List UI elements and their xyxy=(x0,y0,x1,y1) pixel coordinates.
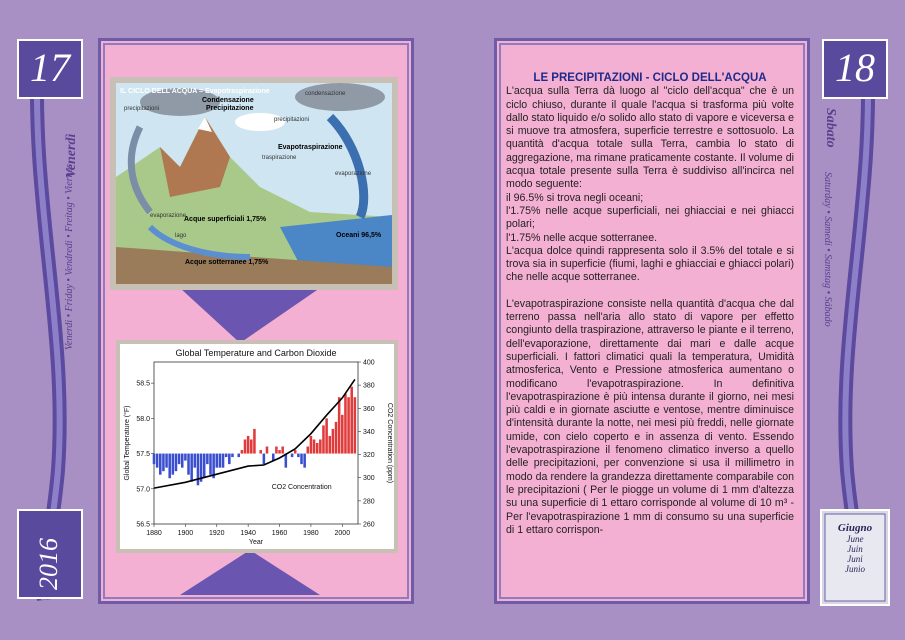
diagram-label-evaporazione-left: evaporazione xyxy=(150,213,187,219)
temperature-bar xyxy=(231,454,234,458)
diagram-label-evapotraspirazione: Evapotraspirazione xyxy=(278,144,343,151)
temperature-bar xyxy=(241,450,244,454)
y2-axis-label: CO2 Concentration (ppm) xyxy=(386,402,393,484)
temperature-bar xyxy=(297,454,300,458)
article-text xyxy=(506,72,794,537)
diagram-label-condensazione: Condensazione xyxy=(202,97,254,104)
month-translation: Junio xyxy=(845,564,865,574)
diagram-label-precipitazioni-mid: precipitazioni xyxy=(274,117,310,123)
article-paragraph: il 96.5% si trova negli oceani; xyxy=(506,191,644,204)
y-tick-label: 57.5 xyxy=(136,451,150,459)
temperature-bar xyxy=(313,439,316,453)
x-tick-label: 2000 xyxy=(334,530,351,537)
temperature-bar xyxy=(307,447,310,454)
temperature-bar xyxy=(281,447,284,454)
temperature-bar xyxy=(303,454,306,468)
right-day-number: 18 xyxy=(835,45,875,90)
temperature-bar xyxy=(197,454,200,486)
temperature-bar xyxy=(253,429,256,454)
temperature-bar xyxy=(225,454,228,458)
temperature-bar xyxy=(153,454,156,465)
y2-tick-label: 340 xyxy=(363,428,375,436)
temperature-bar xyxy=(219,454,222,468)
diagram-label-lago: lago xyxy=(175,233,187,239)
chart-title: Global Temperature and Carbon Dioxide xyxy=(175,348,337,358)
y2-tick-label: 280 xyxy=(363,498,375,506)
article-paragraph: L'acqua dolce quindi rappresenta solo il 3.5% del totale e si trova sia in superficie (fiumi, laghi e ghiacciai e ghiacci polari) che nelle acque sotterranee. xyxy=(506,244,794,284)
left-day-number: 17 xyxy=(30,45,70,90)
diagram-label-acque-sotterranee: Acque sotterranee 1,75% xyxy=(185,259,269,266)
temperature-bar xyxy=(209,454,212,475)
y2-tick-label: 400 xyxy=(363,359,375,367)
temperature-bar xyxy=(325,418,328,453)
temperature-bar xyxy=(203,454,206,479)
diagram-label-precipitazione: Precipitazione xyxy=(206,105,254,112)
temperature-bar xyxy=(344,394,347,454)
y-tick-label: 58.5 xyxy=(136,380,150,388)
temperature-bar xyxy=(259,450,262,454)
temperature-bar xyxy=(328,436,331,454)
article-paragraph: L'acqua sulla Terra dà luogo al "ciclo dell'acqua" che è un ciclo chiuso, durante il quale l'acqua si trasforma più volte dallo stato liquido e/o solido allo stato di vapore e viceversa e si muove tra atmosfera, superficie terrestre e sottosuolo. La quantità d'acqua totale sulla Terra, cambia lo stato di aggregazione, ma rimane praticamente costante. Il volume di acqua totale presente sulla Terra è suddiviso all'incirca nel modo seguente: xyxy=(506,85,794,191)
temperature-bar xyxy=(187,454,190,475)
temperature-bar xyxy=(190,454,193,482)
diagram-label-traspirazione: traspirazione xyxy=(262,155,297,161)
left-year: 2016 xyxy=(34,538,63,590)
temperature-bar xyxy=(181,454,184,468)
diagram-label-oceani: Oceani 96,5% xyxy=(336,232,382,239)
temperature-bar xyxy=(206,454,209,465)
right-day-names-other: Saturday • Samedi • Samstag • Sábado xyxy=(822,172,833,327)
temperature-bar xyxy=(275,447,278,454)
temperature-bar xyxy=(294,450,297,454)
temperature-bar xyxy=(178,454,181,465)
temperature-bar xyxy=(175,454,178,472)
y-tick-label: 57.0 xyxy=(136,486,150,494)
co2-line-label: CO2 Concentration xyxy=(271,483,332,491)
temperature-bar xyxy=(332,429,335,454)
temperature-bar xyxy=(347,397,350,453)
x-tick-label: 1920 xyxy=(208,530,225,537)
x-axis-label: Year xyxy=(248,539,264,546)
temperature-bar xyxy=(165,454,168,468)
y2-tick-label: 260 xyxy=(363,521,375,529)
left-day-names-other: Venerdi • Friday • Vendredi • Freitag • Viernes xyxy=(64,163,75,350)
temperature-bar xyxy=(341,415,344,454)
temperature-bar xyxy=(338,397,341,453)
month-name: Giugno xyxy=(837,522,873,534)
y-tick-label: 58.0 xyxy=(136,415,150,423)
article-paragraph: l'1.75% nelle acque sotterranee. xyxy=(506,231,658,244)
temperature-bar xyxy=(194,454,197,468)
temperature-bar xyxy=(335,422,338,454)
diagram-label-acque-superficiali: Acque superficiali 1,75% xyxy=(184,216,267,223)
temperature-bar xyxy=(319,439,322,453)
temperature-bar xyxy=(322,425,325,453)
x-tick-label: 1960 xyxy=(271,530,288,537)
y2-tick-label: 360 xyxy=(363,405,375,413)
article-title: LE PRECIPITAZIONI - CICLO DELL'ACQUA xyxy=(533,72,767,84)
panel-decoration-top xyxy=(180,288,320,343)
temperature-bar xyxy=(350,387,353,454)
y2-tick-label: 300 xyxy=(363,475,375,483)
month-translation: Juin xyxy=(847,544,863,554)
x-tick-label: 1980 xyxy=(303,530,319,537)
temperature-bar xyxy=(263,454,266,465)
article-paragraph: l'1.75% nelle acque superficiali, nei ghiacciai e nei ghiacci polari; xyxy=(506,204,794,231)
y-tick-label: 56.5 xyxy=(136,521,150,529)
temperature-bar xyxy=(237,454,240,458)
temperature-bar xyxy=(168,454,171,479)
right-day-name: Sabato xyxy=(823,108,838,148)
water-cycle-diagram xyxy=(110,77,398,290)
temperature-bar xyxy=(184,454,187,461)
x-tick-label: 1900 xyxy=(177,530,194,537)
diagram-label-evaporazione-right: evaporazione xyxy=(335,171,372,177)
temperature-bar xyxy=(278,450,281,454)
temperature-bar xyxy=(316,443,319,454)
temperature-bar xyxy=(250,439,253,453)
y2-tick-label: 320 xyxy=(363,452,375,460)
diagram-title: IL CICLO DELL'ACQUA = Evapotraspirazione xyxy=(120,88,270,95)
temperature-co2-chart xyxy=(120,344,394,549)
article-paragraph xyxy=(506,285,794,298)
temperature-bar xyxy=(244,439,247,453)
temperature-bar xyxy=(172,454,175,475)
temperature-bar xyxy=(216,454,219,468)
temperature-bar xyxy=(222,454,225,468)
diagram-label-precipitazioni-left: precipitazioni xyxy=(124,106,160,112)
y2-tick-label: 380 xyxy=(363,382,375,390)
temperature-bar xyxy=(247,436,250,454)
y-axis-label: Global Temperature (°F) xyxy=(124,405,131,481)
x-tick-label: 1940 xyxy=(240,530,256,537)
temperature-bar xyxy=(354,397,357,453)
temperature-bar xyxy=(266,447,269,454)
temperature-bar xyxy=(291,454,294,458)
temperature-bar xyxy=(162,454,165,472)
panel-decoration-bottom xyxy=(180,550,320,595)
month-box xyxy=(825,522,885,574)
temperature-bar xyxy=(300,454,303,465)
temperature-bar xyxy=(156,454,159,468)
left-day-name: Venerdì xyxy=(64,133,79,178)
temperature-bar xyxy=(159,454,162,475)
temperature-bar xyxy=(228,454,231,465)
month-translation: Juni xyxy=(847,554,863,564)
article-paragraph: L'evapotraspirazione consiste nella quantità d'acqua che dal terreno passa nell'aria allo stato di vapore per effetto congiunto della traspirazione, attraverso le piante e il terreno, dell'evaporazione, direttamente dai mari e dalle acque superficiali. I fattori climatici quali la temperatura, Umidità atmosferica, Vento e Pressione atmosferica aumentano o modificano l'evapotraspirazione. In definitiva l'evapotraspirazione è più intensa durante il giorno, nei mesi più caldi e in giornate asciutte e ventose, mentre diminuisce d'intensità durante la notte, nei mesi più freddi, nelle giornate umide, con cielo coperto e in assenza di vento. Essendo l'evapotraspirazione il fenomeno climatico inverso a quello delle precipitazioni, per convenzione si usa il millimetro in modo da rendere la grandezza direttamente comparabile con le precipitazioni ( Per le piogge un volume di 1 mm d'altezza su una superficie di 1 ettaro corrisponde al volume di 10 m³ - Per l'evapotraspirazione 1 mm di consumo su una superficie di 1 ettaro corrispon- xyxy=(506,297,794,536)
temperature-bar xyxy=(310,436,313,454)
month-translation: June xyxy=(846,534,864,544)
diagram-label-condensazione-top: condensazione xyxy=(305,91,346,97)
x-tick-label: 1880 xyxy=(146,530,162,537)
